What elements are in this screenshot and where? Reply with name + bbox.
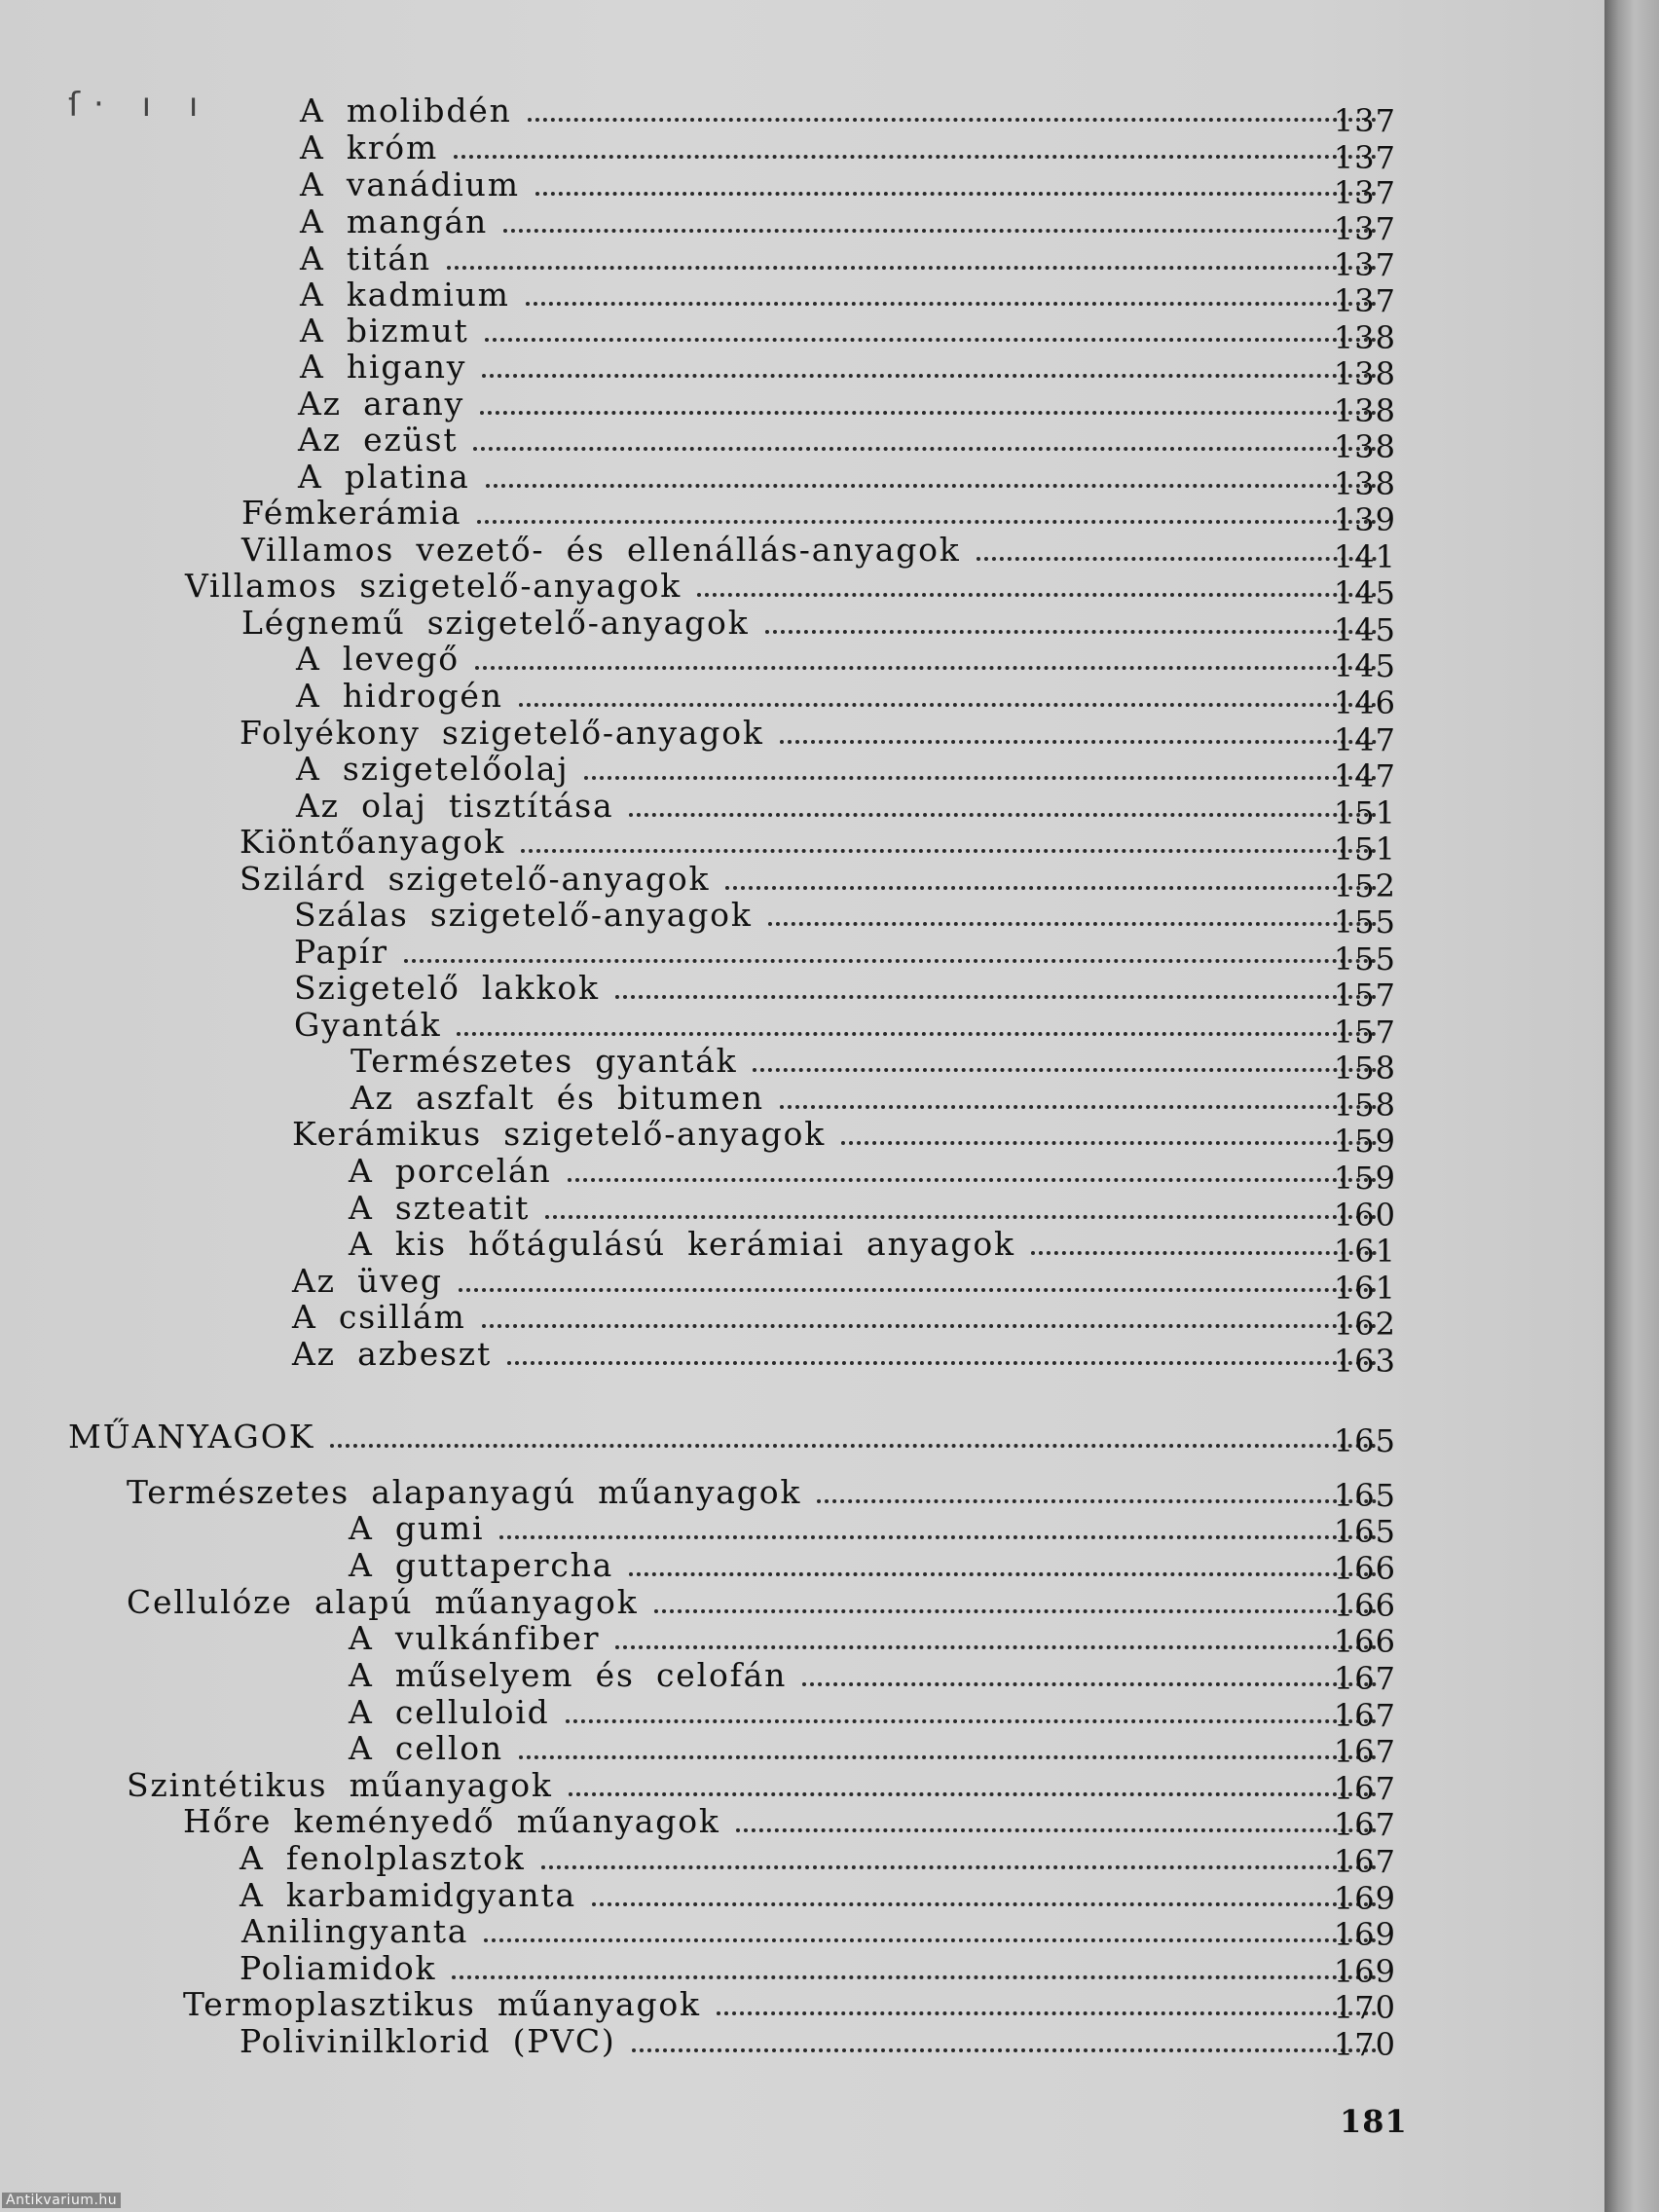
toc-entry: A szteatit [349,1189,1392,1228]
toc-page-number: 145 [1333,647,1396,684]
toc-entry: A kis hőtágulású kerámiai anyagok [349,1225,1392,1264]
toc-entry: Poliamidok [240,1949,1392,1988]
toc-entry: Villamos szigetelő-anyagok [185,567,1392,606]
toc-page-number: 158 [1333,1087,1396,1124]
toc-entry: A cellon [349,1729,1392,1768]
toc-entry: A higany [300,348,1392,387]
toc-entry: Papír [294,933,1392,972]
toc-page-number: 139 [1333,501,1396,538]
toc-page-number: 138 [1333,355,1396,392]
toc-entry: Gyanták [294,1006,1392,1045]
toc-entry: A levegő [296,640,1392,679]
toc-entry: A molibdén [300,92,1392,130]
toc-page-number: 160 [1333,1197,1396,1234]
toc-page-number: 158 [1333,1050,1396,1087]
toc-page-number: 147 [1333,757,1396,794]
toc-entry: Termoplasztikus műanyagok [183,1985,1392,2024]
toc-entry: Villamos vezető- és ellenállás-anyagok [241,531,1392,570]
toc-entry: A platina [298,458,1392,497]
toc-entry: A guttapercha [349,1546,1392,1585]
toc-entry: A hidrogén [296,677,1392,716]
toc-entry: A celluloid [349,1693,1392,1732]
toc-page-number: 146 [1333,684,1396,721]
toc-entry: Szigetelő lakkok [294,969,1392,1008]
toc-entry: A porcelán [349,1152,1392,1191]
toc-entry: Fémkerámia [241,494,1392,533]
toc-entry: Kiöntőanyagok [240,823,1392,862]
toc-page-number: 137 [1333,174,1396,211]
toc-entry: A karbamidgyanta [240,1876,1392,1915]
toc-page-number: 167 [1333,1733,1396,1770]
toc-entry: Az olaj tisztítása [296,787,1392,826]
toc-page-number: 137 [1333,139,1396,176]
toc-entry: A króm [300,129,1392,167]
toc-entry: Szintétikus műanyagok [127,1766,1392,1805]
margin-marks: ſ‧ ı ı [68,86,212,125]
toc-entry: Az arany [298,385,1392,424]
toc-entry: Anilingyanta [241,1912,1392,1951]
toc-page-number: 138 [1333,465,1396,502]
toc-entry: Hőre keményedő műanyagok [183,1802,1392,1841]
toc-page-number: 159 [1333,1160,1396,1197]
toc-page-number: 163 [1333,1343,1396,1380]
toc-page-number: 145 [1333,611,1396,648]
toc-page-number: 161 [1333,1233,1396,1270]
toc-page-number: 152 [1333,867,1396,904]
toc-entry: Kerámikus szigetelő-anyagok [292,1115,1392,1154]
toc-entry: A kadmium [300,276,1392,314]
toc-entry: A szigetelőolaj [296,750,1392,789]
toc-page-number: 145 [1333,574,1396,611]
toc-page-number: 170 [1333,2026,1396,2063]
toc-entry: A vanádium [300,166,1392,204]
toc-page-number: 147 [1333,721,1396,758]
toc-page-number: 162 [1333,1306,1396,1343]
toc-page-number: 138 [1333,392,1396,429]
toc-page-number: 167 [1333,1660,1396,1697]
toc-entry: Polivinilklorid (PVC) [240,2022,1392,2061]
toc-page-number: 138 [1333,319,1396,356]
toc-page-number: 165 [1333,1422,1396,1459]
toc-page-number: 141 [1333,538,1396,575]
toc-page-number: 169 [1333,1953,1396,1990]
toc-page-number: 137 [1333,282,1396,319]
toc-entry: Folyékony szigetelő-anyagok [240,714,1392,753]
toc-entry: Az azbeszt [292,1335,1392,1374]
toc-entry: A vulkánfiber [349,1619,1392,1658]
toc-entry: A mangán [300,203,1392,241]
toc-entry: A gumi [349,1509,1392,1548]
toc-entry: A csillám [292,1298,1392,1337]
toc-page-number: 138 [1333,428,1396,465]
toc-entry: A bizmut [300,312,1392,350]
toc-entry: Cellulóze alapú műanyagok [127,1583,1392,1622]
toc-entry: Légnemű szigetelő-anyagok [241,604,1392,643]
page-number: 181 [1340,2103,1408,2140]
toc-page-number: 161 [1333,1270,1396,1307]
toc-page-number: 137 [1333,102,1396,139]
toc-page-number: 151 [1333,794,1396,831]
toc-page-number: 169 [1333,1880,1396,1917]
toc-page-number: 167 [1333,1806,1396,1843]
toc-page-number: 167 [1333,1697,1396,1734]
toc-page-number: 155 [1333,903,1396,940]
toc-page-number: 167 [1333,1770,1396,1807]
toc-page-number: 169 [1333,1916,1396,1953]
toc-entry: Az üveg [292,1262,1392,1301]
toc-page-number: 165 [1333,1477,1396,1514]
toc-entry: A titán [300,240,1392,278]
toc-entry: Az ezüst [298,421,1392,460]
toc-section-heading: MŰANYAGOK [68,1418,1392,1456]
toc-page-number: 167 [1333,1843,1396,1880]
toc-page-number: 155 [1333,940,1396,977]
toc-entry: Természetes alapanyagú műanyagok [127,1473,1392,1512]
toc-page-number: 170 [1333,1989,1396,2026]
toc-entry: Az aszfalt és bitumen [350,1079,1392,1118]
toc-page-number: 165 [1333,1513,1396,1550]
toc-entry: Szálas szigetelő-anyagok [294,896,1392,935]
toc-page-number: 157 [1333,977,1396,1014]
toc-page-number: 137 [1333,210,1396,247]
toc-page-number: 166 [1333,1550,1396,1587]
toc-page-number: 166 [1333,1587,1396,1624]
toc-entry: A műselyem és celofán [349,1656,1392,1695]
toc-page-number: 157 [1333,1014,1396,1051]
toc-entry: Szilárd szigetelő-anyagok [240,860,1392,899]
toc-page-number: 159 [1333,1123,1396,1160]
toc-page-number: 137 [1333,246,1396,283]
toc-entry: A fenolplasztok [240,1839,1392,1878]
toc-entry: Természetes gyanták [350,1042,1392,1081]
watermark: Antikvarium.hu [2,2193,121,2208]
toc-page-number: 166 [1333,1623,1396,1660]
toc-page-number: 151 [1333,830,1396,867]
